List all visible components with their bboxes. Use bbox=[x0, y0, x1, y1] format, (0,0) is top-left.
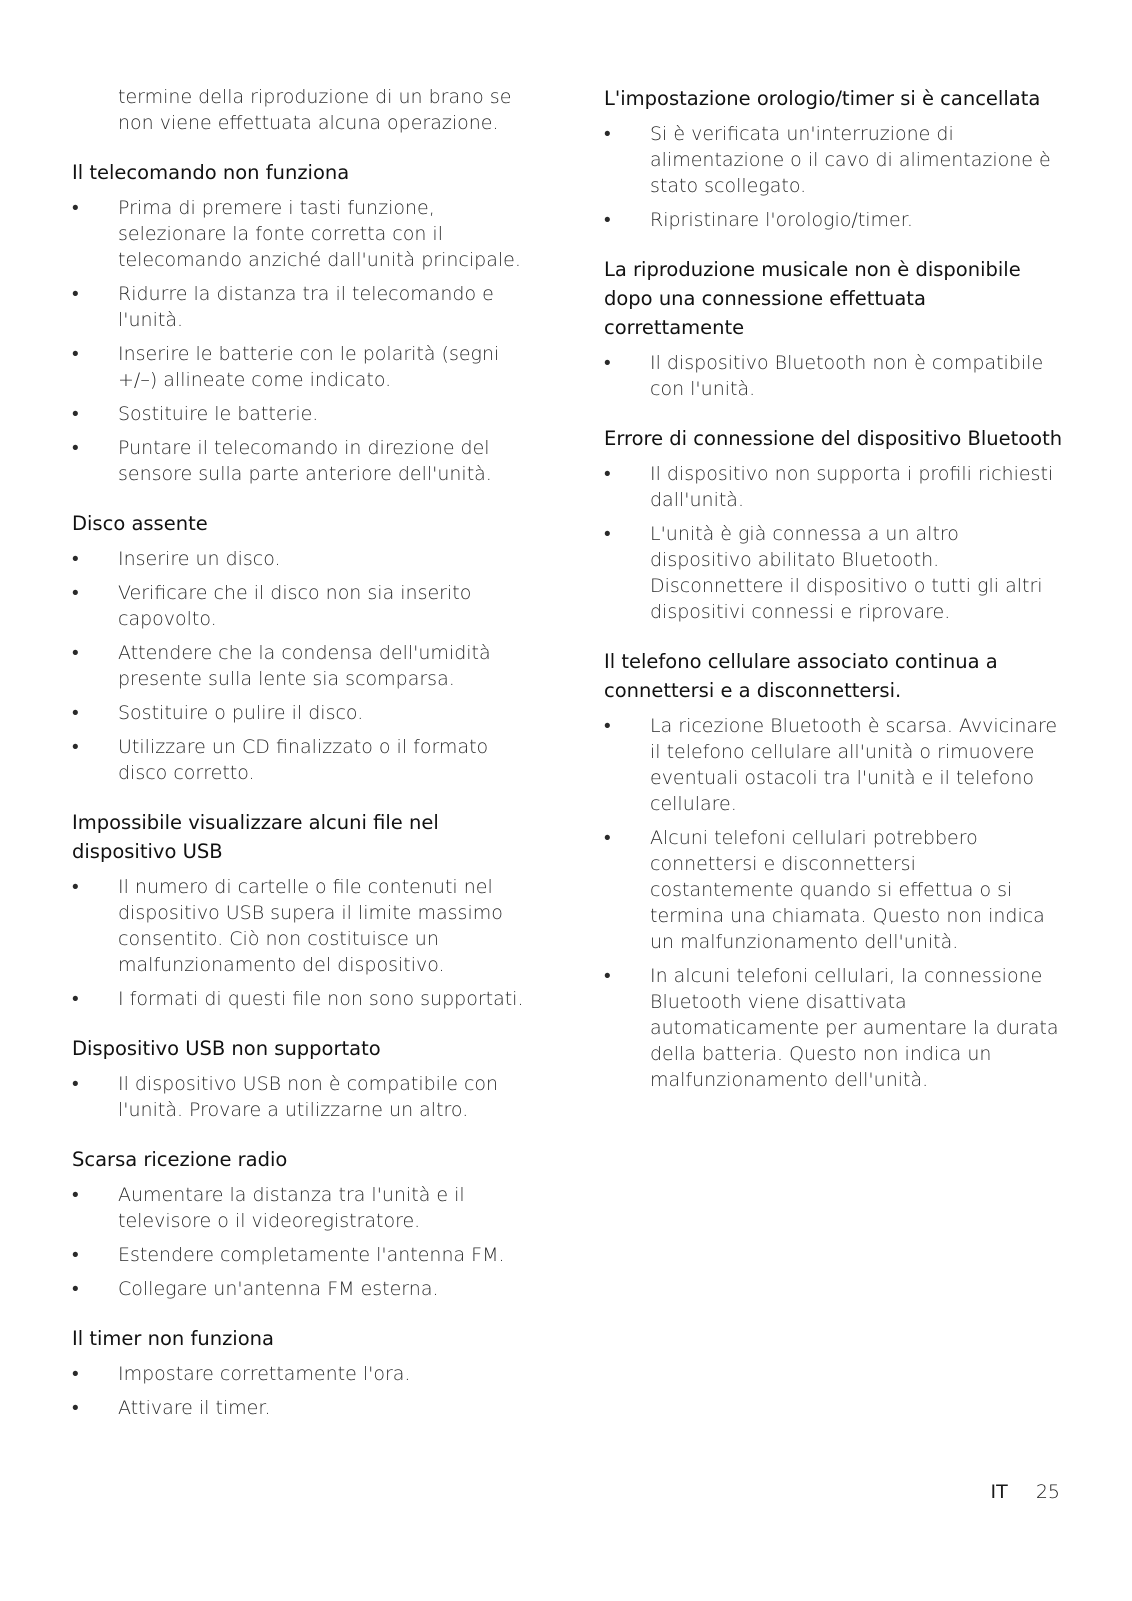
bullet-list bbox=[604, 461, 1064, 625]
bullet-icon: • bbox=[72, 197, 79, 219]
section-heading: L'impostazione orologio/timer si è cancellata bbox=[604, 87, 1041, 110]
bullet-list bbox=[604, 121, 1064, 233]
bullet-icon: • bbox=[72, 642, 79, 664]
bullet-icon: • bbox=[72, 702, 79, 724]
section-heading: Il telecomando non funziona bbox=[72, 161, 350, 184]
bullet-icon: • bbox=[604, 827, 611, 849]
troubleshooting-section bbox=[604, 424, 1064, 625]
list-item-text: Estendere completamente l'antenna FM. bbox=[118, 1244, 505, 1266]
troubleshooting-section bbox=[72, 1034, 542, 1123]
bullet-icon: • bbox=[604, 965, 611, 987]
list-item bbox=[72, 281, 542, 333]
troubleshooting-section bbox=[72, 158, 542, 487]
list-item bbox=[72, 734, 542, 786]
list-item-text: L'unità è già connessa a un altro dispositivo abilitato Bluetooth. Disconnettere il dispositivo o tutti gli altri dispositivi connessi e riprovare. bbox=[650, 523, 1043, 623]
bullet-icon: • bbox=[72, 1278, 79, 1300]
list-item bbox=[72, 700, 542, 726]
list-item bbox=[72, 341, 542, 393]
section-heading: Disco assente bbox=[72, 512, 208, 535]
language-code: IT bbox=[990, 1481, 1008, 1503]
bullet-icon: • bbox=[72, 283, 79, 305]
bullet-icon: • bbox=[604, 523, 611, 545]
list-item-text: Attivare il timer. bbox=[118, 1397, 271, 1419]
list-item bbox=[604, 461, 1064, 513]
bullet-list bbox=[604, 350, 1064, 402]
list-item-text: Aumentare la distanza tra l'unità e il televisore o il videoregistratore. bbox=[118, 1184, 465, 1232]
list-item-text: La ricezione Bluetooth è scarsa. Avvicinare il telefono cellulare all'unità o rimuovere eventuali ostacoli tra l'unità e il telefono cellulare. bbox=[650, 715, 1058, 815]
list-item-text: Il dispositivo Bluetooth non è compatibile con l'unità. bbox=[650, 352, 1044, 400]
list-item-text: Verificare che il disco non sia inserito capovolto. bbox=[118, 582, 472, 630]
list-item-text: Inserire un disco. bbox=[118, 548, 281, 570]
page-footer bbox=[991, 1479, 1060, 1505]
section-heading: Dispositivo USB non supportato bbox=[72, 1037, 381, 1060]
bullet-icon: • bbox=[72, 1363, 79, 1385]
list-item-text: Collegare un'antenna FM esterna. bbox=[118, 1278, 439, 1300]
bullet-icon: • bbox=[72, 876, 79, 898]
list-item bbox=[72, 1276, 542, 1302]
list-item bbox=[604, 963, 1064, 1093]
troubleshooting-section bbox=[604, 647, 1064, 1093]
bullet-list bbox=[72, 195, 542, 487]
section-heading: La riproduzione musicale non è disponibile dopo una connessione effettuata correttamente bbox=[604, 258, 1021, 339]
bullet-icon: • bbox=[72, 1184, 79, 1206]
list-item bbox=[72, 401, 542, 427]
section-heading: Il timer non funziona bbox=[72, 1327, 274, 1350]
list-item bbox=[72, 874, 542, 978]
bullet-icon: • bbox=[72, 437, 79, 459]
bullet-icon: • bbox=[604, 209, 611, 231]
list-item-text: Puntare il telecomando in direzione del sensore sulla parte anteriore dell'unità. bbox=[118, 437, 492, 485]
bullet-list bbox=[72, 874, 542, 1012]
list-item bbox=[72, 1242, 542, 1268]
bullet-icon: • bbox=[604, 463, 611, 485]
list-item-text: Sostituire le batterie. bbox=[118, 403, 319, 425]
troubleshooting-section bbox=[72, 1145, 542, 1302]
list-item bbox=[604, 121, 1064, 199]
list-item-text: In alcuni telefoni cellulari, la connessione Bluetooth viene disattivata automaticamente per aumentare la durata della batteria. Questo non indica un malfunzionamento dell'unità. bbox=[650, 965, 1059, 1091]
list-item-text: Ridurre la distanza tra il telecomando e l'unità. bbox=[118, 283, 494, 331]
section-heading: Errore di connessione del dispositivo Bluetooth bbox=[604, 427, 1063, 450]
left-column bbox=[72, 84, 542, 1443]
bullet-icon: • bbox=[604, 352, 611, 374]
list-item bbox=[604, 713, 1064, 817]
troubleshooting-section bbox=[72, 1324, 542, 1421]
list-item bbox=[72, 640, 542, 692]
list-item bbox=[604, 825, 1064, 955]
bullet-icon: • bbox=[72, 1397, 79, 1419]
bullet-icon: • bbox=[604, 123, 611, 145]
list-item-text: Inserire le batterie con le polarità (segni +/–) allineate come indicato. bbox=[118, 343, 500, 391]
list-item bbox=[604, 521, 1064, 625]
troubleshooting-section bbox=[604, 84, 1064, 233]
bullet-list bbox=[72, 1071, 542, 1123]
list-item bbox=[72, 1395, 542, 1421]
bullet-icon: • bbox=[72, 343, 79, 365]
troubleshooting-section bbox=[72, 509, 542, 786]
list-item-text: Il dispositivo USB non è compatibile con l'unità. Provare a utilizzarne un altro. bbox=[118, 1073, 499, 1121]
section-heading: Scarsa ricezione radio bbox=[72, 1148, 288, 1171]
bullet-icon: • bbox=[72, 582, 79, 604]
list-item bbox=[72, 435, 542, 487]
bullet-icon: • bbox=[72, 1073, 79, 1095]
list-item bbox=[72, 1361, 542, 1387]
list-item-text: Utilizzare un CD finalizzato o il formato disco corretto. bbox=[118, 736, 489, 784]
troubleshooting-section bbox=[604, 255, 1064, 402]
list-item-text: Il numero di cartelle o file contenuti nel dispositivo USB supera il limite massimo consentito. Ciò non costituisce un malfunzionamento del dispositivo. bbox=[118, 876, 503, 976]
bullet-icon: • bbox=[72, 988, 79, 1010]
list-item-text: Ripristinare l'orologio/timer. bbox=[650, 209, 913, 231]
bullet-list bbox=[72, 1361, 542, 1421]
list-item-text: Attendere che la condensa dell'umidità presente sulla lente sia scomparsa. bbox=[118, 642, 491, 690]
section-heading: Il telefono cellulare associato continua a connettersi e a disconnettersi. bbox=[604, 650, 998, 702]
continued-paragraph: termine della riproduzione di un brano se non viene effettuata alcuna operazione. bbox=[118, 86, 512, 134]
list-item-text: Il dispositivo non supporta i profili richiesti dall'unità. bbox=[650, 463, 1054, 511]
list-item bbox=[604, 350, 1064, 402]
page-number: 25 bbox=[1035, 1481, 1060, 1503]
list-item bbox=[72, 195, 542, 273]
bullet-icon: • bbox=[604, 715, 611, 737]
list-item-text: Alcuni telefoni cellulari potrebbero connettersi e disconnettersi costantemente quando si effettua o si termina una chiamata. Questo non indica un malfunzionamento dell'unità. bbox=[650, 827, 1045, 953]
list-item bbox=[72, 580, 542, 632]
list-item bbox=[72, 1071, 542, 1123]
right-column bbox=[604, 84, 1064, 1115]
list-item-text: Prima di premere i tasti funzione, selezionare la fonte corretta con il telecomando anziché dall'unità principale. bbox=[118, 197, 521, 271]
bullet-list bbox=[604, 713, 1064, 1093]
bullet-list bbox=[72, 1182, 542, 1302]
bullet-icon: • bbox=[72, 548, 79, 570]
list-item-text: I formati di questi file non sono supportati. bbox=[118, 988, 524, 1010]
right-sections bbox=[604, 84, 1064, 1093]
list-item bbox=[72, 546, 542, 572]
list-item bbox=[72, 986, 542, 1012]
list-item-text: Impostare correttamente l'ora. bbox=[118, 1363, 411, 1385]
list-item bbox=[72, 1182, 542, 1234]
bullet-icon: • bbox=[72, 736, 79, 758]
bullet-icon: • bbox=[72, 403, 79, 425]
bullet-icon: • bbox=[72, 1244, 79, 1266]
list-item-text: Sostituire o pulire il disco. bbox=[118, 702, 364, 724]
list-item bbox=[604, 207, 1064, 233]
list-item-text: Si è verificata un'interruzione di alimentazione o il cavo di alimentazione è stato scollegato. bbox=[650, 123, 1051, 197]
troubleshooting-section bbox=[72, 808, 542, 1012]
bullet-list bbox=[72, 546, 542, 786]
left-sections bbox=[72, 158, 542, 1421]
section-heading: Impossibile visualizzare alcuni file nel dispositivo USB bbox=[72, 811, 439, 863]
